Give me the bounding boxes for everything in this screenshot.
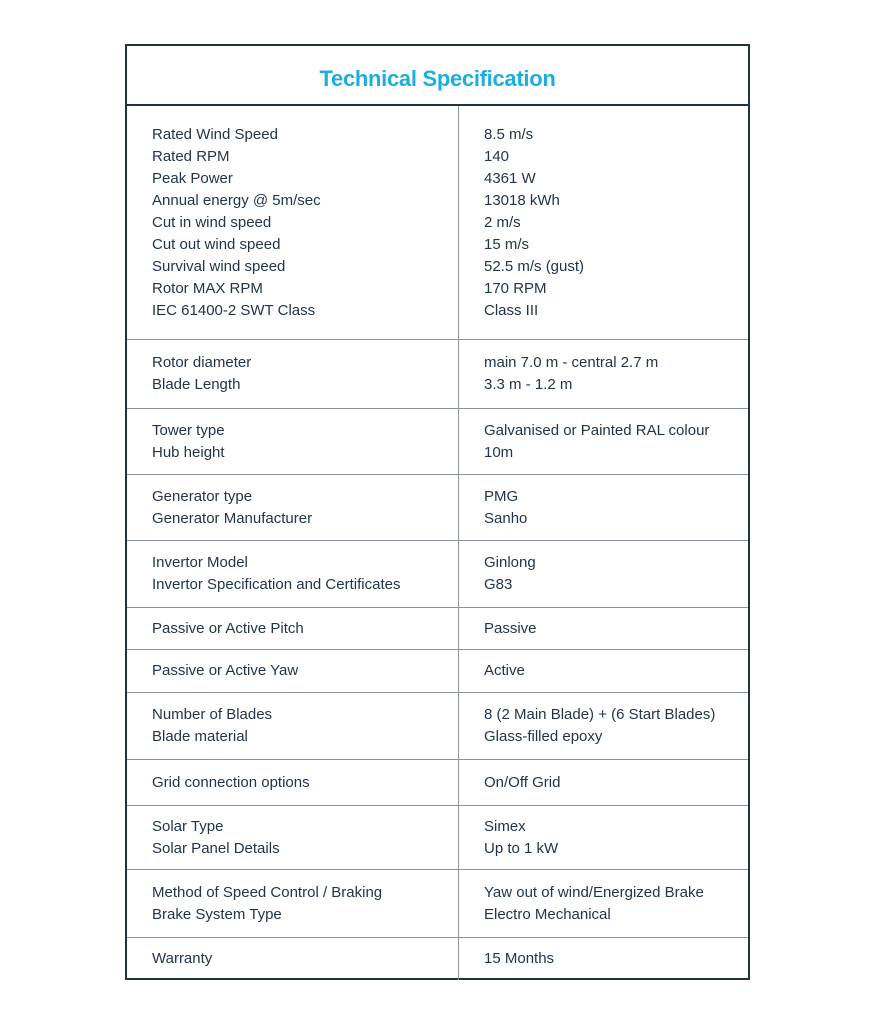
spec-value-cell [459,340,748,408]
spec-label-cell [127,475,459,540]
spec-label: Rotor MAX RPM [152,279,263,297]
spec-label: Invertor Specification and Certificates [152,576,401,593]
spec-label: Generator type [152,487,253,505]
table-row [127,340,748,409]
spec-label: Passive or Active Pitch [152,619,304,637]
table-row [127,608,748,650]
spec-label-cell [127,870,459,937]
spec-value: 52.5 m/s (gust) [484,257,585,275]
spec-value: 3.3 m - 1.2 m [484,376,573,393]
table-row [127,870,748,938]
spec-label: Generator Manufacturer [152,509,313,527]
spec-label: Tower type [152,421,225,439]
spec-value-cell [459,475,748,540]
spec-value: Yaw out of wind/Energized Brake [484,883,704,901]
spec-value: 8.5 m/s [484,125,534,143]
spec-value-cell [459,608,748,649]
table-row [127,938,748,980]
spec-label: Number of Blades [152,706,273,723]
table-row [127,806,748,870]
spec-value: 2 m/s [484,213,521,231]
spec-label: Passive or Active Yaw [152,662,299,679]
spec-label: Annual energy @ 5m/sec [152,191,321,209]
spec-label: Cut in wind speed [152,213,272,231]
spec-value: Simex [484,817,526,835]
spec-value: On/Off Grid [484,773,561,791]
table-row [127,760,748,806]
spec-value: 140 [484,147,510,165]
spec-value-cell [459,760,748,805]
spec-value-cell [459,106,748,339]
spec-value: Galvanised or Painted RAL colour [484,421,710,439]
spec-label-cell [127,409,459,474]
spec-value: Class III [484,301,539,319]
spec-label: Grid connection options [152,773,310,791]
spec-value-cell [459,938,748,980]
spec-value: 13018 kWh [484,191,560,209]
spec-value: PMG [484,487,519,505]
spec-label-cell [127,938,459,980]
spec-value: Sanho [484,509,528,527]
spec-value: 15 m/s [484,235,530,253]
spec-label: Method of Speed Control / Braking [152,883,383,901]
spec-label: Brake System Type [152,905,282,923]
spec-label: IEC 61400-2 SWT Class [152,301,316,319]
spec-label-cell [127,806,459,869]
table-body [127,106,748,980]
spec-value-cell [459,870,748,937]
spec-value-cell [459,693,748,759]
spec-label-cell [127,760,459,805]
spec-value-cell [459,541,748,607]
spec-value: Electro Mechanical [484,905,611,923]
spec-value-cell [459,409,748,474]
spec-label: Survival wind speed [152,257,286,275]
spec-label-cell [127,693,459,759]
spec-label: Peak Power [152,169,233,187]
spec-value-cell [459,650,748,692]
spec-label-cell [127,340,459,408]
spec-label: Cut out wind speed [152,235,281,253]
spec-value: Active [484,662,525,679]
spec-table [125,44,750,980]
spec-label: Blade material [152,728,248,745]
table-row [127,541,748,608]
spec-value: 4361 W [484,169,536,187]
spec-value: 8 (2 Main Blade) + (6 Start Blades) [484,706,716,723]
spec-value: 15 Months [484,950,555,967]
spec-value-cell [459,806,748,869]
table-row [127,475,748,541]
table-header [127,46,748,106]
spec-value: Up to 1 kW [484,839,559,857]
spec-value: Passive [484,619,537,637]
spec-value: 170 RPM [484,279,547,297]
spec-label: Rated Wind Speed [152,125,278,143]
table-row [127,693,748,760]
spec-label-cell [127,541,459,607]
spec-label-cell [127,608,459,649]
table-row [127,409,748,475]
page-title: Technical Specification [319,66,556,91]
table-row [127,106,748,340]
spec-value: 10m [484,443,514,461]
spec-label: Solar Panel Details [152,839,280,857]
spec-label-cell [127,650,459,692]
spec-label: Hub height [152,443,225,461]
spec-label: Warranty [152,950,213,967]
spec-value: G83 [484,576,513,593]
spec-label: Solar Type [152,817,224,835]
spec-label: Rotor diameter [152,354,252,371]
spec-label: Invertor Model [152,554,248,571]
spec-value: Ginlong [484,554,536,571]
spec-label: Rated RPM [152,147,230,165]
spec-value: main 7.0 m - central 2.7 m [484,354,659,371]
spec-value: Glass-filled epoxy [484,728,603,745]
table-row [127,650,748,693]
spec-label: Blade Length [152,376,241,393]
spec-label-cell [127,106,459,339]
